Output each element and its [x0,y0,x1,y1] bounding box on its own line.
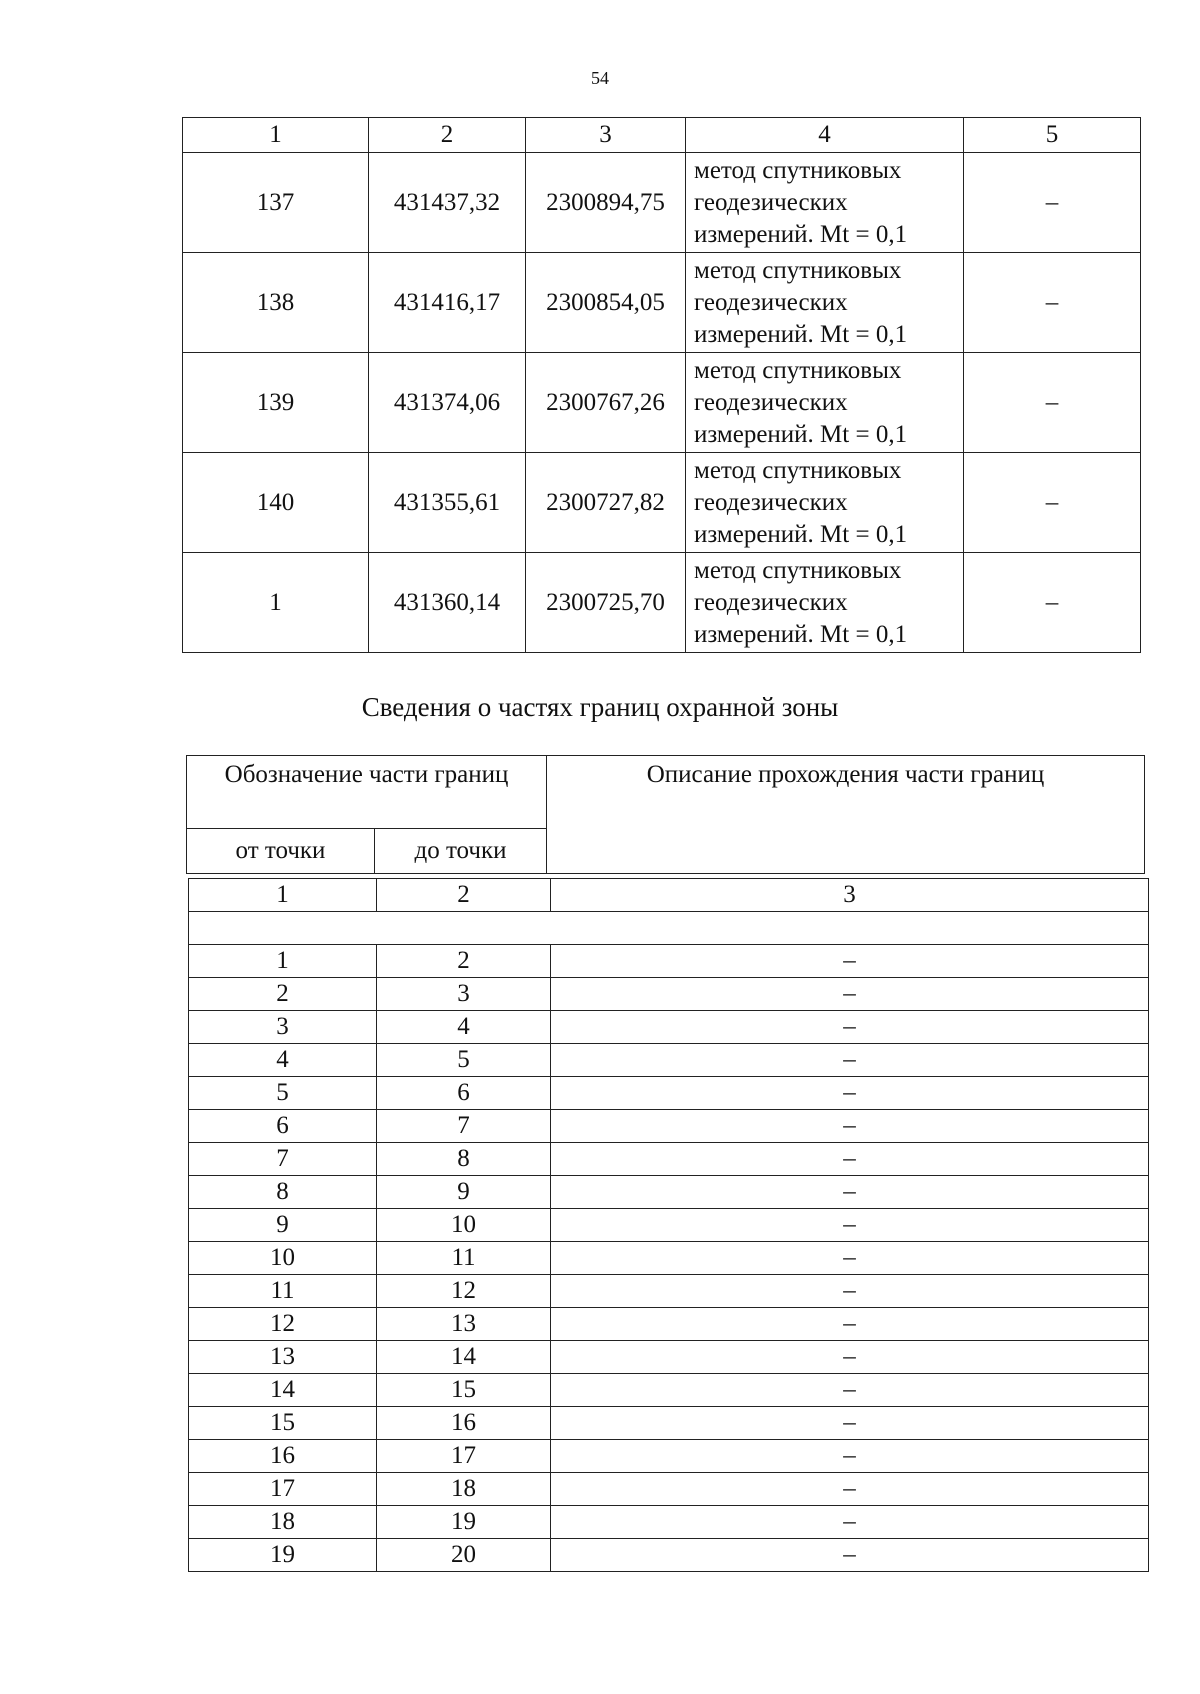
method-line: метод спутниковых [694,256,902,284]
from-point-cell: 1 [189,945,377,978]
method-line: геодезических [694,588,848,616]
y-coordinate-cell: 2300727,82 [526,453,686,553]
table-row [189,1143,1149,1176]
to-point-cell: 2 [377,945,551,978]
method-line: геодезических [694,188,848,216]
from-point-cell: 18 [189,1506,377,1539]
table-row [189,1407,1149,1440]
point-number-cell: 1 [183,553,369,653]
to-point-cell: 17 [377,1440,551,1473]
table-row [189,1044,1149,1077]
parts-empty-cell [189,912,1149,945]
point-number-cell: 139 [183,353,369,453]
x-coordinate-cell: 431416,17 [369,253,526,353]
column-number-1: 1 [183,118,369,153]
page-number: 54 [591,68,609,88]
table-row [189,1242,1149,1275]
to-point-cell: 3 [377,978,551,1011]
from-point-cell: 10 [189,1242,377,1275]
to-point-cell: 16 [377,1407,551,1440]
method-cell [686,353,964,453]
y-coordinate-cell: 2300725,70 [526,553,686,653]
parts-column-numbers-row [189,879,1149,912]
x-coordinate-cell: 431355,61 [369,453,526,553]
description-cell: – [551,1308,1149,1341]
from-point-cell: 9 [189,1209,377,1242]
to-point-cell: 9 [377,1176,551,1209]
note-cell: – [964,153,1141,253]
to-point-cell: 5 [377,1044,551,1077]
table-row [189,1440,1149,1473]
method-line: измерений. Mt = 0,1 [694,520,908,548]
table-row [189,1374,1149,1407]
description-cell: – [551,1143,1149,1176]
method-line: метод спутниковых [694,156,902,184]
to-point-cell: 10 [377,1209,551,1242]
from-point-cell: 12 [189,1308,377,1341]
y-coordinate-cell: 2300854,05 [526,253,686,353]
description-header: Описание прохождения части границ [547,756,1145,874]
description-cell: – [551,1506,1149,1539]
table-row [189,1011,1149,1044]
from-point-cell: 4 [189,1044,377,1077]
method-line: измерений. Mt = 0,1 [694,220,908,248]
from-point-cell: 6 [189,1110,377,1143]
description-cell: – [551,1407,1149,1440]
description-cell: – [551,1011,1149,1044]
description-cell: – [551,1077,1149,1110]
from-point-cell: 13 [189,1341,377,1374]
table-row [183,353,1141,453]
table-row [189,1176,1149,1209]
description-cell: – [551,1242,1149,1275]
description-cell: – [551,1044,1149,1077]
description-cell: – [551,945,1149,978]
method-line: метод спутниковых [694,356,902,384]
note-cell: – [964,553,1141,653]
to-point-cell: 15 [377,1374,551,1407]
description-cell: – [551,1110,1149,1143]
from-point-cell: 5 [189,1077,377,1110]
method-line: измерений. Mt = 0,1 [694,420,908,448]
column-number-5: 5 [964,118,1141,153]
table-row [189,1506,1149,1539]
method-line: геодезических [694,288,848,316]
to-point-cell: 14 [377,1341,551,1374]
method-cell [686,253,964,353]
section-title: Сведения о частях границ охранной зоны [361,692,839,722]
description-cell: – [551,1374,1149,1407]
from-point-cell: 8 [189,1176,377,1209]
from-point-cell: 16 [189,1440,377,1473]
table-row [189,1209,1149,1242]
column-number-3: 3 [526,118,686,153]
coordinates-header-row [183,118,1141,153]
point-number-cell: 138 [183,253,369,353]
point-number-cell: 140 [183,453,369,553]
from-point-cell: 2 [189,978,377,1011]
to-point-cell: 4 [377,1011,551,1044]
description-cell: – [551,1440,1149,1473]
method-line: метод спутниковых [694,556,902,584]
method-line: измерений. Mt = 0,1 [694,320,908,348]
method-line: геодезических [694,388,848,416]
to-point-cell: 12 [377,1275,551,1308]
parts-column-number-1: 1 [189,879,377,912]
parts-table [188,878,1149,1572]
description-cell: – [551,1176,1149,1209]
note-cell: – [964,453,1141,553]
to-point-cell: 13 [377,1308,551,1341]
table-row [189,1110,1149,1143]
table-row [189,1077,1149,1110]
table-row [183,553,1141,653]
from-point-header: от точки [187,829,375,874]
to-point-cell: 6 [377,1077,551,1110]
column-number-2: 2 [369,118,526,153]
table-row [183,453,1141,553]
table-row [183,153,1141,253]
to-point-cell: 7 [377,1110,551,1143]
x-coordinate-cell: 431360,14 [369,553,526,653]
column-number-4: 4 [686,118,964,153]
note-cell: – [964,353,1141,453]
to-point-cell: 19 [377,1506,551,1539]
description-cell: – [551,978,1149,1011]
parts-column-number-2: 2 [377,879,551,912]
description-cell: – [551,1341,1149,1374]
designation-header: Обозначение части границ [187,756,547,829]
parts-empty-row [189,912,1149,945]
description-cell: – [551,1275,1149,1308]
method-cell [686,153,964,253]
table-row [189,1473,1149,1506]
coordinates-table [182,117,1141,653]
from-point-cell: 3 [189,1011,377,1044]
table-row [189,1275,1149,1308]
from-point-cell: 7 [189,1143,377,1176]
to-point-cell: 11 [377,1242,551,1275]
y-coordinate-cell: 2300894,75 [526,153,686,253]
to-point-cell: 18 [377,1473,551,1506]
table-row [189,1539,1149,1572]
y-coordinate-cell: 2300767,26 [526,353,686,453]
table-row [189,945,1149,978]
from-point-cell: 11 [189,1275,377,1308]
x-coordinate-cell: 431374,06 [369,353,526,453]
from-point-cell: 17 [189,1473,377,1506]
table-row [189,1308,1149,1341]
to-point-cell: 8 [377,1143,551,1176]
method-line: геодезических [694,488,848,516]
table-row [183,253,1141,353]
from-point-cell: 14 [189,1374,377,1407]
method-line: измерений. Mt = 0,1 [694,620,908,648]
to-point-cell: 20 [377,1539,551,1572]
table-row [189,1341,1149,1374]
point-number-cell: 137 [183,153,369,253]
description-cell: – [551,1539,1149,1572]
from-point-cell: 19 [189,1539,377,1572]
from-point-cell: 15 [189,1407,377,1440]
method-cell [686,453,964,553]
description-cell: – [551,1209,1149,1242]
method-line: метод спутниковых [694,456,902,484]
x-coordinate-cell: 431437,32 [369,153,526,253]
parts-table-header [186,755,1145,874]
to-point-header: до точки [375,829,547,874]
parts-column-number-3: 3 [551,879,1149,912]
description-cell: – [551,1473,1149,1506]
table-row [189,978,1149,1011]
method-cell [686,553,964,653]
note-cell: – [964,253,1141,353]
